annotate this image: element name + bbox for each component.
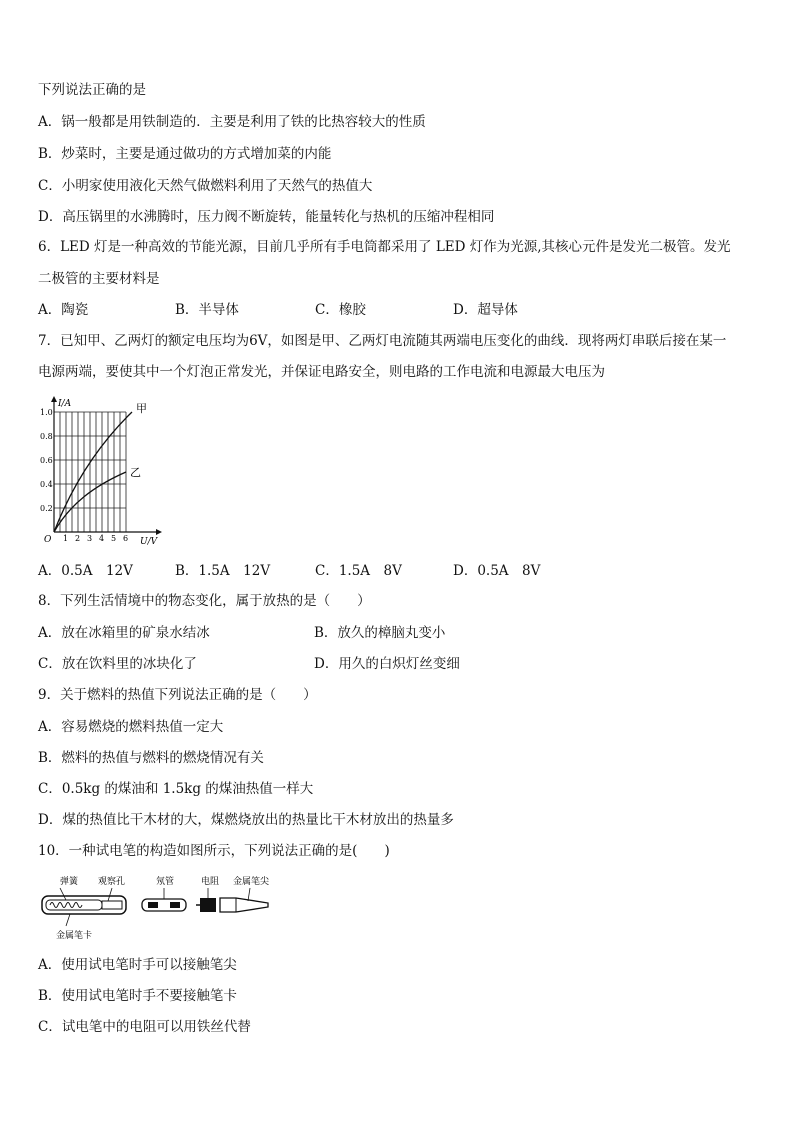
q7-y-tick: 0.4 bbox=[40, 480, 53, 489]
q7-stem-line2: 电源两端，要使其中一个灯泡正常发光，并保证电路安全，则电路的工作电流和电源最大电压为 bbox=[38, 364, 605, 380]
q7-curve-jia-label: 甲 bbox=[136, 402, 147, 415]
q6-option-c: C．橡胶 bbox=[315, 302, 366, 318]
q10-option-c: C．试电笔中的电阻可以用铁丝代替 bbox=[38, 1019, 251, 1035]
x-axis-arrow-icon bbox=[156, 529, 162, 535]
neon-tube-label: 氖管 bbox=[156, 877, 175, 887]
q7-x-tick: 5 bbox=[111, 534, 117, 543]
q10-option-a: A．使用试电笔时手可以接触笔尖 bbox=[38, 957, 237, 973]
q9-option-d: D．煤的热值比干木材的大，煤燃烧放出的热量比干木材放出的热量多 bbox=[38, 812, 454, 828]
q8-option-a: A．放在冰箱里的矿泉水结冰 bbox=[38, 625, 210, 641]
q7-y-axis-label: I/A bbox=[58, 399, 72, 409]
q7-option-a: A．0.5A 12V bbox=[38, 563, 133, 579]
q7-curve-yi-label: 乙 bbox=[130, 466, 141, 479]
q7-x-axis-label: U/V bbox=[140, 537, 158, 546]
q7-y-tick: 0.2 bbox=[40, 504, 53, 513]
q10-test-pen-figure bbox=[36, 870, 296, 942]
q8-option-b: B．放久的樟脑丸变小 bbox=[314, 625, 446, 641]
metal-tip bbox=[220, 888, 268, 912]
q10-stem: 10．一种试电笔的构造如图所示，下列说法正确的是( ) bbox=[38, 843, 390, 859]
y-axis-arrow-icon bbox=[51, 396, 57, 402]
q7-x-tick: 2 bbox=[75, 534, 81, 543]
q5-option-c: C．小明家使用液化天然气做燃料利用了天然气的热值大 bbox=[38, 178, 373, 194]
q9-option-c: C．0.5kg 的煤油和 1.5kg 的煤油热值一样大 bbox=[38, 781, 314, 797]
spring-label: 弹簧 bbox=[60, 877, 79, 887]
q6-option-a: A．陶瓷 bbox=[38, 302, 89, 318]
q7-x-tick: 4 bbox=[99, 534, 105, 543]
q7-option-c: C．1.5A 8V bbox=[315, 563, 402, 579]
q8-option-c: C．放在饮料里的冰块化了 bbox=[38, 656, 197, 672]
q7-x-tick: 1 bbox=[63, 534, 69, 543]
q7-iu-graph bbox=[36, 396, 166, 546]
neon-tube bbox=[142, 888, 186, 911]
q8-option-d: D．用久的白炽灯丝变细 bbox=[314, 656, 460, 672]
q7-y-tick: 0.6 bbox=[40, 456, 53, 465]
q7-y-tick: 1.0 bbox=[40, 408, 53, 417]
q8-stem: 8．下列生活情境中的物态变化，属于放热的是（ ） bbox=[38, 593, 371, 609]
q7-y-tick: 0.8 bbox=[40, 432, 53, 441]
metal-clip-label: 金属笔卡 bbox=[56, 931, 93, 941]
q9-stem: 9．关于燃料的热值下列说法正确的是（ ） bbox=[38, 687, 317, 703]
q5-option-a: A．锅一般都是用铁制造的．主要是利用了铁的比热容较大的性质 bbox=[38, 114, 426, 130]
q5-option-d: D．高压锅里的水沸腾时，压力阀不断旋转，能量转化与热机的压缩冲程相同 bbox=[38, 209, 495, 225]
q7-stem-line1: 7．已知甲、乙两灯的额定电压均为6V，如图是甲、乙两灯电流随其两端电压变化的曲线．现将两灯串联后接在某一 bbox=[38, 333, 727, 349]
pen-body bbox=[42, 888, 126, 926]
q7-option-d: D．0.5A 8V bbox=[453, 563, 541, 579]
q7-option-b: B．1.5A 12V bbox=[175, 563, 271, 579]
q9-option-b: B．燃料的热值与燃料的燃烧情况有关 bbox=[38, 750, 264, 766]
resistor bbox=[196, 888, 216, 912]
viewing-hole-label: 观察孔 bbox=[98, 877, 126, 887]
q6-stem-line1: 6．LED 灯是一种高效的节能光源，目前几乎所有手电筒都采用了 LED 灯作为光源,其核心元件是发光二极管。发光 bbox=[38, 239, 731, 255]
q5-stem-tail: 下列说法正确的是 bbox=[38, 82, 146, 98]
q7-x-tick: 6 bbox=[123, 534, 129, 543]
q5-option-b: B．炒菜时，主要是通过做功的方式增加菜的内能 bbox=[38, 146, 332, 162]
metal-tip-label: 金属笔尖 bbox=[233, 877, 270, 887]
q6-stem-line2: 二极管的主要材料是 bbox=[38, 271, 160, 287]
q7-origin-label: O bbox=[44, 535, 52, 545]
q9-option-a: A．容易燃烧的燃料热值一定大 bbox=[38, 719, 224, 735]
q6-option-d: D．超导体 bbox=[453, 302, 518, 318]
resistor-label: 电阻 bbox=[201, 877, 220, 887]
q10-option-b: B．使用试电笔时手不要接触笔卡 bbox=[38, 988, 237, 1004]
q7-x-tick: 3 bbox=[87, 534, 93, 543]
q6-option-b: B．半导体 bbox=[175, 302, 239, 318]
